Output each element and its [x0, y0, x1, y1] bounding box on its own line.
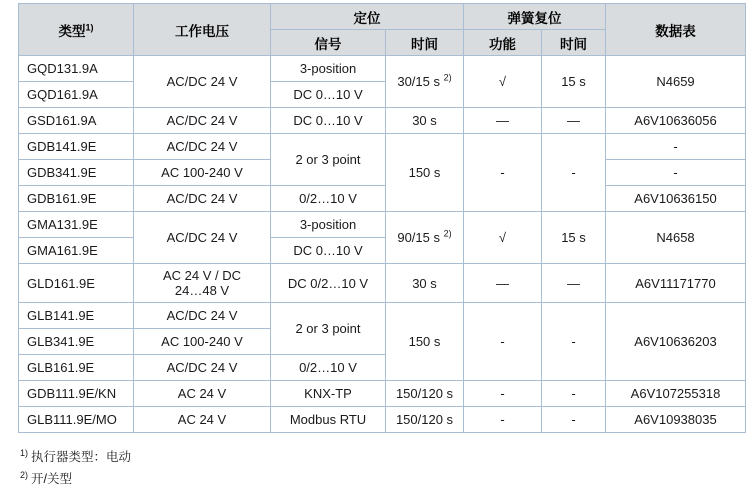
datasheet-cell: -: [606, 134, 746, 160]
signal-cell: DC 0…10 V: [271, 108, 386, 134]
spring-time-cell: 15 s: [542, 56, 606, 108]
voltage-cell: [134, 264, 271, 303]
type-cell: GDB111.9E/KN: [19, 381, 134, 407]
signal-cell: Modbus RTU: [271, 407, 386, 433]
spring-function-cell: —: [464, 264, 542, 303]
type-cell: GLB161.9E: [19, 355, 134, 381]
type-cell: GQD161.9A: [19, 82, 134, 108]
voltage-line2: 24…48 V: [174, 283, 230, 298]
footnote-1-sup: 1): [20, 447, 29, 458]
col-header-positioning-time: 时间: [386, 30, 464, 56]
col-header-type-label: 类型: [58, 23, 86, 39]
signal-cell: 3-position: [271, 56, 386, 82]
type-cell: GDB161.9E: [19, 186, 134, 212]
col-header-type-sup: 1): [85, 22, 94, 32]
footnote-1-text: 执行器类型：电动: [31, 450, 132, 464]
voltage-cell: AC 100-240 V: [134, 160, 271, 186]
table-row: [19, 407, 746, 433]
runtime-cell: 150 s: [386, 134, 464, 212]
signal-cell: DC 0…10 V: [271, 238, 386, 264]
spring-time-cell: —: [542, 108, 606, 134]
type-cell: GQD131.9A: [19, 56, 134, 82]
footnote-2-sup: 2): [20, 469, 29, 480]
col-header-datasheet: 数据表: [606, 4, 746, 56]
runtime-cell: 30 s: [386, 108, 464, 134]
table-row: [19, 381, 746, 407]
table-row: [19, 303, 746, 329]
runtime-cell: [386, 56, 464, 108]
voltage-cell: AC 100-240 V: [134, 329, 271, 355]
runtime-value: 30/15 s: [397, 74, 440, 89]
footnote-actuator-type: [20, 446, 750, 468]
voltage-cell: AC/DC 24 V: [134, 186, 271, 212]
datasheet-cell: A6V10636056: [606, 108, 746, 134]
spring-time-cell: 15 s: [542, 212, 606, 264]
spring-function-cell: -: [464, 381, 542, 407]
type-cell: GMA131.9E: [19, 212, 134, 238]
col-header-type: [19, 4, 134, 56]
runtime-sup: 2): [443, 228, 452, 239]
type-cell: GLD161.9E: [19, 264, 134, 303]
type-cell: GLB141.9E: [19, 303, 134, 329]
voltage-cell: AC/DC 24 V: [134, 355, 271, 381]
runtime-cell: 150/120 s: [386, 407, 464, 433]
col-header-spring-time: 时间: [542, 30, 606, 56]
signal-cell: 0/2…10 V: [271, 186, 386, 212]
type-cell: GDB341.9E: [19, 160, 134, 186]
table-row: [19, 264, 746, 303]
signal-cell: DC 0…10 V: [271, 82, 386, 108]
col-header-signal: 信号: [271, 30, 386, 56]
spring-function-cell: -: [464, 407, 542, 433]
spring-time-cell: -: [542, 381, 606, 407]
runtime-cell: [386, 212, 464, 264]
spring-time-cell: -: [542, 407, 606, 433]
spring-function-cell: √: [464, 56, 542, 108]
footnotes: [20, 446, 750, 490]
col-header-spring-return: 弹簧复位: [464, 4, 606, 30]
spring-function-cell: √: [464, 212, 542, 264]
signal-cell: 2 or 3 point: [271, 303, 386, 355]
voltage-cell: AC 24 V: [134, 407, 271, 433]
runtime-cell: 150 s: [386, 303, 464, 381]
voltage-cell: AC/DC 24 V: [134, 108, 271, 134]
actuator-spec-table: [18, 3, 746, 433]
voltage-cell: AC/DC 24 V: [134, 134, 271, 160]
type-cell: GSD161.9A: [19, 108, 134, 134]
voltage-cell: AC/DC 24 V: [134, 303, 271, 329]
type-cell: GLB111.9E/MO: [19, 407, 134, 433]
datasheet-cell: N4659: [606, 56, 746, 108]
runtime-cell: 30 s: [386, 264, 464, 303]
spring-function-cell: -: [464, 303, 542, 381]
datasheet-cell: -: [606, 160, 746, 186]
footnote-2-text: 开/关型: [31, 472, 72, 486]
datasheet-cell: A6V11171770: [606, 264, 746, 303]
runtime-cell: 150/120 s: [386, 381, 464, 407]
datasheet-cell: A6V10636150: [606, 186, 746, 212]
type-cell: GMA161.9E: [19, 238, 134, 264]
col-header-voltage: 工作电压: [134, 4, 271, 56]
col-header-positioning: 定位: [271, 4, 464, 30]
spring-time-cell: -: [542, 134, 606, 212]
table-row: [19, 212, 746, 238]
spring-function-cell: -: [464, 134, 542, 212]
table-row: [19, 134, 746, 160]
table-row: [19, 56, 746, 82]
signal-cell: 2 or 3 point: [271, 134, 386, 186]
type-cell: GLB341.9E: [19, 329, 134, 355]
signal-cell: 0/2…10 V: [271, 355, 386, 381]
signal-cell: 3-position: [271, 212, 386, 238]
datasheet-cell: A6V107255318: [606, 381, 746, 407]
header-row-groups: [19, 4, 746, 30]
col-header-spring-function: 功能: [464, 30, 542, 56]
voltage-cell: AC/DC 24 V: [134, 56, 271, 108]
table-row: [19, 186, 746, 212]
voltage-line1: AC 24 V / DC: [162, 268, 242, 283]
datasheet-cell: A6V10636203: [606, 303, 746, 381]
footnote-onoff-type: [20, 468, 750, 490]
signal-cell: DC 0/2…10 V: [271, 264, 386, 303]
table-row: [19, 108, 746, 134]
spring-function-cell: —: [464, 108, 542, 134]
voltage-cell: AC/DC 24 V: [134, 212, 271, 264]
datasheet-cell: A6V10938035: [606, 407, 746, 433]
spring-time-cell: -: [542, 303, 606, 381]
voltage-cell: AC 24 V: [134, 381, 271, 407]
signal-cell: KNX-TP: [271, 381, 386, 407]
type-cell: GDB141.9E: [19, 134, 134, 160]
runtime-sup: 2): [443, 72, 452, 83]
runtime-value: 90/15 s: [397, 230, 440, 245]
datasheet-cell: N4658: [606, 212, 746, 264]
spring-time-cell: —: [542, 264, 606, 303]
